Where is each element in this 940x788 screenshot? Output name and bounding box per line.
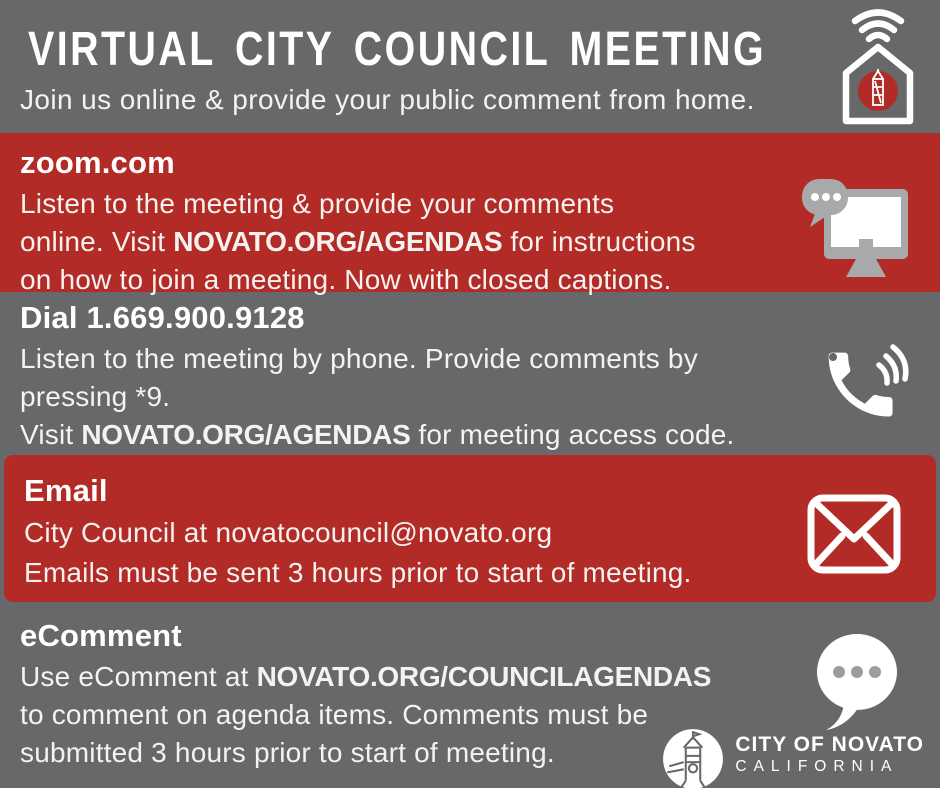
logo-region-name: CALIFORNIA (735, 758, 899, 775)
monitor-chat-icon (800, 171, 912, 292)
body-line: online. Visit NOVATO.ORG/AGENDAS for instructions (20, 226, 696, 257)
phone-body (20, 340, 940, 454)
body-line: Use eComment at NOVATO.ORG/COUNCILAGENDAS (20, 661, 712, 692)
phone-heading: Dial 1.669.900.9128 (20, 300, 305, 335)
ecomment-heading: eComment (20, 618, 182, 653)
section-email (4, 455, 936, 602)
section-zoom (0, 133, 940, 295)
page-title: VIRTUAL CITY COUNCIL MEETING (28, 23, 767, 76)
body-line: pressing *9. (20, 381, 171, 412)
phone-signal-icon (816, 332, 916, 437)
city-logo (661, 727, 924, 788)
logo-org-name: CITY OF NOVATO (735, 733, 924, 756)
novato-tower-icon (661, 727, 725, 788)
body-line: Listen to the meeting by phone. Provide comments by (20, 343, 698, 374)
section-phone (0, 292, 940, 455)
email-body (24, 513, 936, 593)
page-subtitle: Join us online & provide your public comment from home. (20, 84, 755, 115)
body-line: Emails must be sent 3 hours prior to start of meeting. (24, 557, 692, 588)
envelope-icon (806, 493, 902, 580)
zoom-heading: zoom.com (20, 145, 175, 180)
body-line: to comment on agenda items. Comments must be (20, 699, 649, 730)
house-wifi-icon (832, 6, 924, 131)
body-line: Visit NOVATO.ORG/AGENDAS for meeting access code. (20, 419, 735, 450)
body-line: City Council at novatocouncil@novato.org (24, 517, 553, 548)
header (0, 0, 940, 133)
logo-text (735, 733, 924, 788)
email-heading: Email (24, 473, 108, 508)
body-line: submitted 3 hours prior to start of meeting. (20, 737, 555, 768)
body-line: on how to join a meeting. Now with closed captions. (20, 264, 672, 295)
body-line: Listen to the meeting & provide your comments (20, 188, 615, 219)
